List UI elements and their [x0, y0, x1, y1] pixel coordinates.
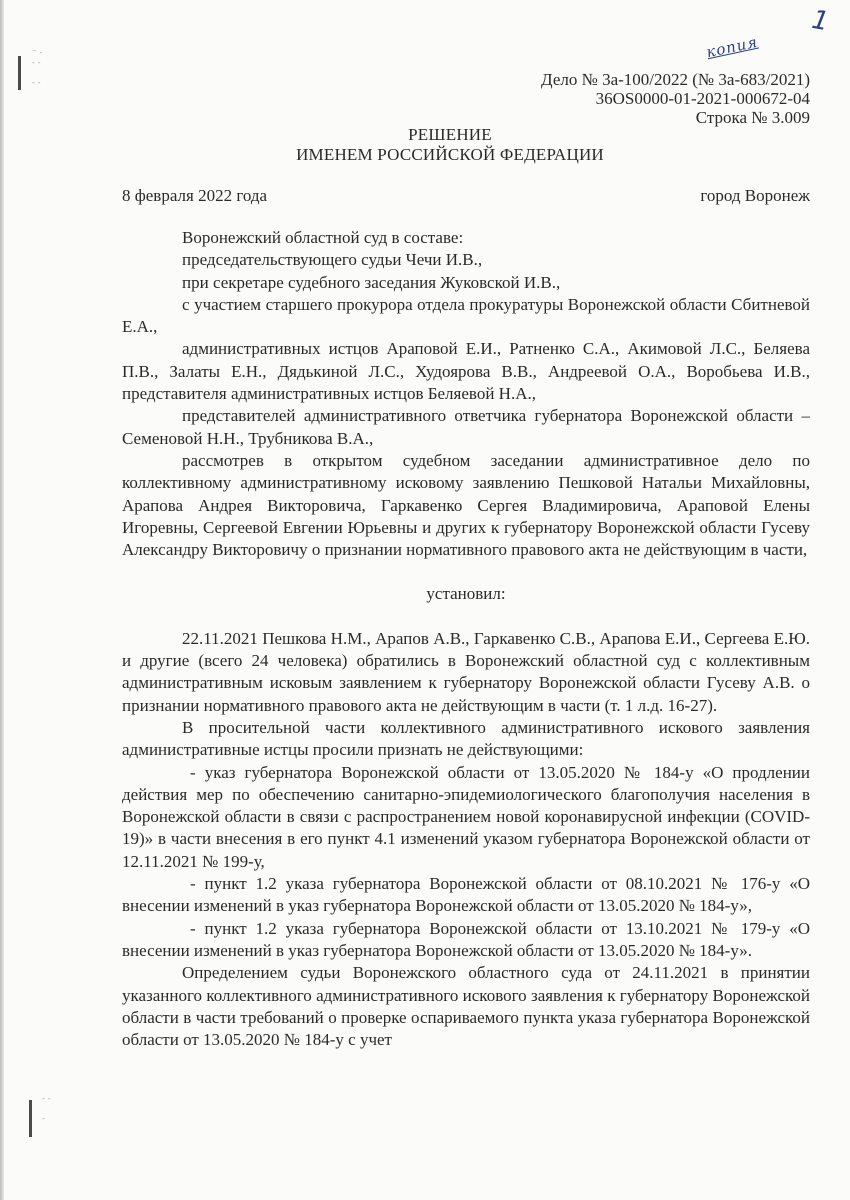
case-number: Дело № 3а-100/2022 (№ 3а-683/2021) [541, 70, 810, 89]
finding-item-decree-176: - пункт 1.2 указа губернатора Воронежской области от 08.10.2021 № 176-у «О внесении изменений в указ губернатора Воронежской области от 13.05.2020 № 184-у», [122, 874, 810, 916]
finding-item-decree-179: - пункт 1.2 указа губернатора Воронежской области от 13.10.2021 № 179-у «О внесении изменений в указ губернатора Воронежской области от 13.05.2020 № 184-у». [122, 918, 810, 960]
line-code: Строка № 3.009 [695, 108, 810, 127]
finding-filing: 22.11.2021 Пешкова Н.М., Арапов А.В., Гаркавенко С.В., Арапова Е.И., Сергеева Е.Ю. и другие (всего 24 человека) обратились в Воронежский областной суд с коллективным административным исковым заявлением к губернатору Воронежской области Гусеву А.В. о признании нормативного правового акта не действующим в части (т. 1 л.д. 16-27). [122, 628, 810, 715]
title-decision: РЕШЕНИЕ [408, 125, 492, 144]
plaintiffs: административных истцов Араповой Е.И., Ратненко С.А., Акимовой Л.С., Беляева П.В., Залаты Е.Н., Дядькиной Л.С., Худоярова В.В., Андреевой О.А., Воробьева И.В., представителя административных истцов Беляевой Н.А., [122, 339, 810, 404]
decision-city: город Воронеж [700, 186, 810, 205]
dateline [122, 186, 810, 206]
finding-request: В просительной части коллективного административного искового заявления административные истцы просили признать не действующими: [122, 717, 810, 760]
case-description: рассмотрев в открытом судебном заседании административное дело по коллективному административному исковому заявлению Пешковой Натальи Михайловны, Арапова Андрея Викторовича, Гаркавенко Сергея Владимировича, Араповой Елены Игоревны, Сергеевой Евгении Юрьевны и других к губернатору Воронежской области Гусеву Александру Викторовичу о признании нормативного правового акта не действующим в части, [122, 450, 810, 560]
decision-date: 8 февраля 2022 года [122, 186, 268, 205]
finding-ruling: Определением судьи Воронежского областного суда от 24.11.2021 в принятии указанного коллективного административного искового заявления к губернатору Воронежской области в части требований о проверке оспариваемого пункта указа губернатора Воронежской области от 13.05.2020 № 184-у с учет [122, 963, 810, 1050]
scan-edge-shadow [0, 0, 4, 1200]
prosecutor: с участием старшего прокурора отдела прокуратуры Воронежской области Сбитневой Е.А., [122, 294, 810, 337]
court-secretary: при секретаре судебного заседания Жуковской И.В., [182, 272, 561, 292]
section-heading-established: установил: [426, 584, 506, 604]
document-title [0, 125, 850, 165]
handwritten-page-number: 1 [809, 4, 832, 38]
margin-mark-top [18, 56, 21, 90]
handwritten-copy-mark: копия [704, 32, 760, 62]
document-body [122, 227, 810, 1051]
margin-mark-bottom [29, 1100, 32, 1137]
defendant-representatives: представителей административного ответчика губернатора Воронежской области – Семеновой Н.Н., Трубникова В.А., [122, 406, 810, 448]
court-composition: Воронежский областной суд в составе: [182, 228, 464, 247]
case-header [541, 70, 810, 127]
presiding-judge: председательствующего судьи Чечи И.В., [182, 250, 483, 270]
case-id: 36OS0000-01-2021-000672-04 [595, 89, 810, 108]
finding-item-decree-184: - указ губернатора Воронежской области от 13.05.2020 № 184-у «О продлении действия мер по обеспечению санитарно-эпидемиологического благополучия населения в Воронежской области в связи с распространением новой коронавирусной инфекции (COVID-19)» в части внесения в его пункт 4.1 изменений указом губернатора Воронежской области от 12.11.2021 № 199-у, [122, 762, 810, 871]
margin-scribble-top: ⁻ ˗ ˗ ˗ ˗ ˗ [32, 48, 43, 88]
margin-scribble-bottom: ˗ ˗ ˗ [42, 1094, 51, 1124]
title-in-name-of-federation: ИМЕНЕМ РОССИЙСКОЙ ФЕДЕРАЦИИ [296, 145, 604, 164]
